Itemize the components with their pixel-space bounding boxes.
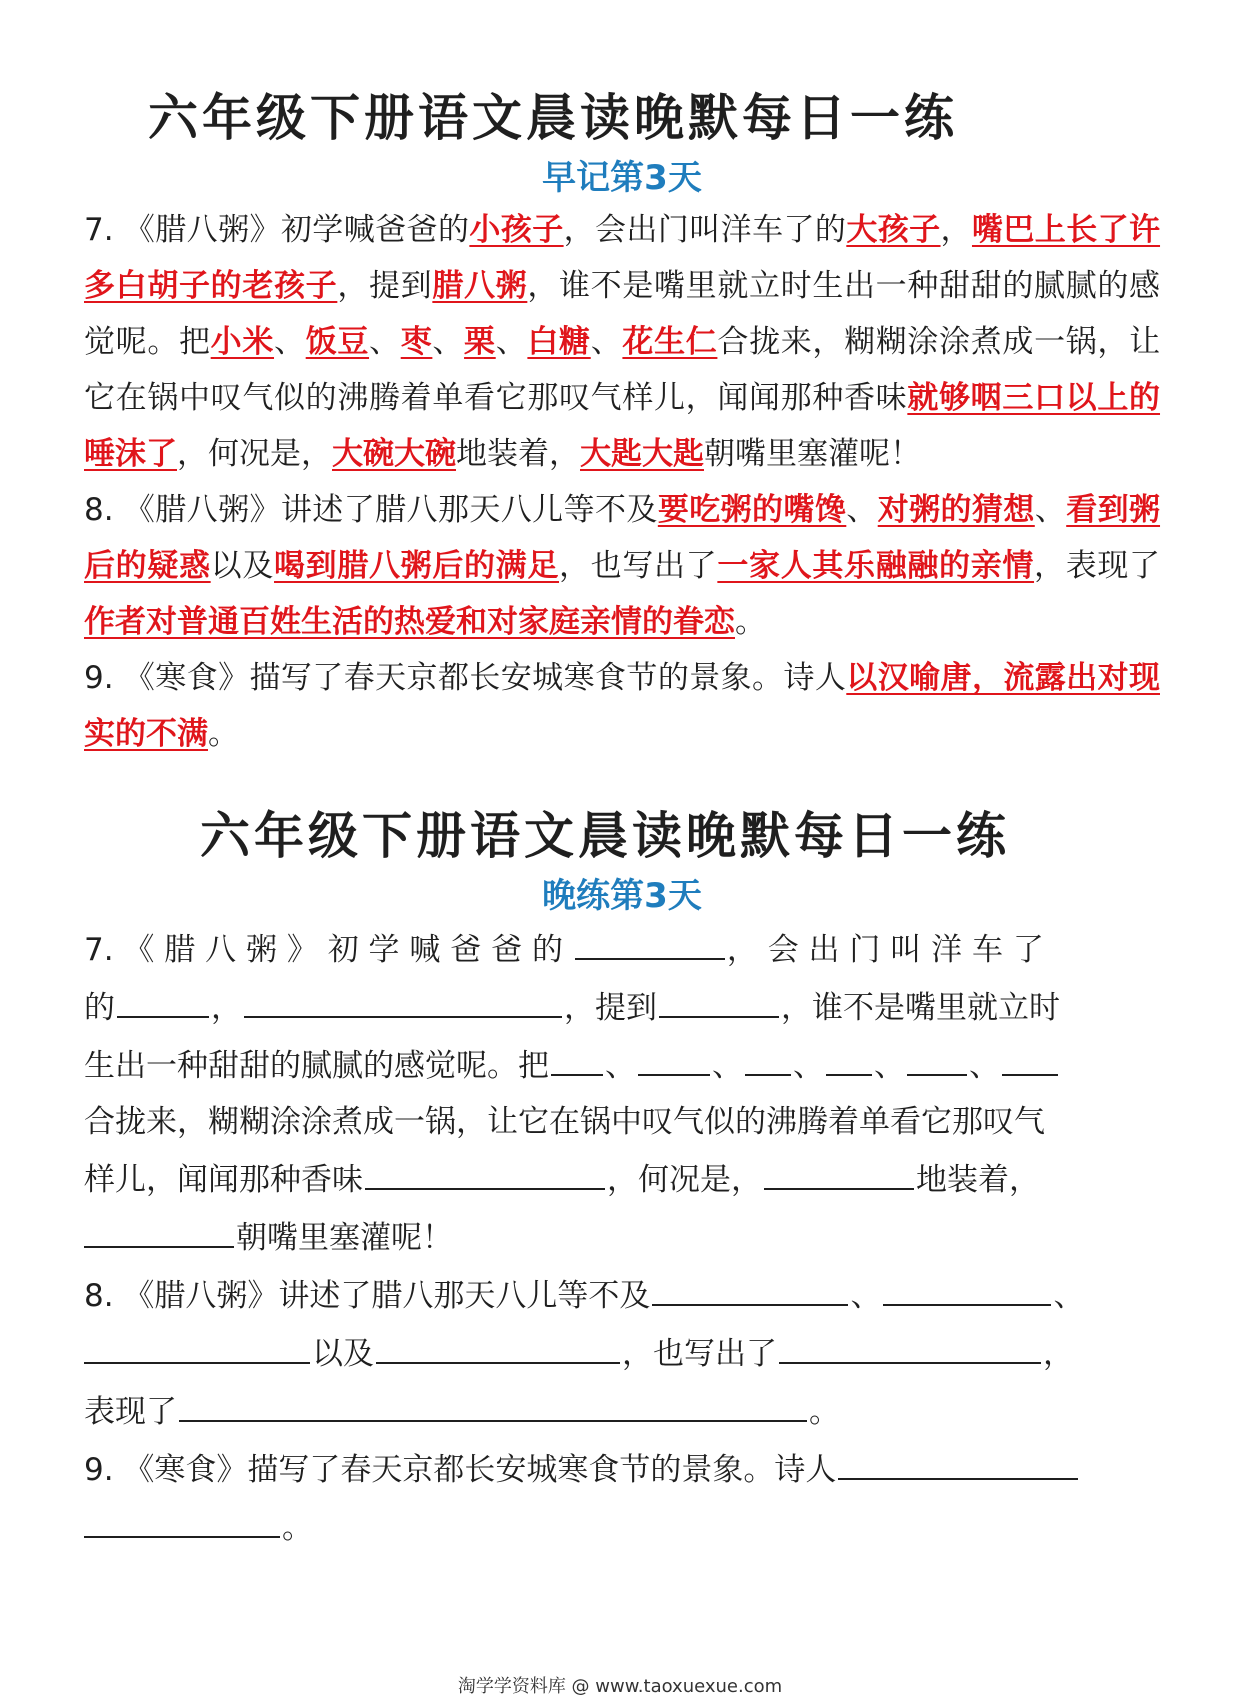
- answer: 喝到腊八粥后的满足: [274, 548, 560, 584]
- q7-line-5: 样儿，闻闻那种香味 ，何况是， 地装着，: [84, 1150, 1160, 1208]
- answer: 以汉喻唐，流露出对现实的不满: [84, 660, 1160, 752]
- answer: 要吃粥的嘴馋: [657, 492, 847, 528]
- answer: 小米: [210, 324, 275, 360]
- morning-answers: [84, 202, 1160, 762]
- answer: 枣: [400, 324, 433, 360]
- answer-blank[interactable]: [84, 1324, 310, 1364]
- answer: 大孩子: [846, 212, 941, 248]
- answer-blank[interactable]: [117, 978, 209, 1018]
- answer-blank[interactable]: [764, 1150, 914, 1190]
- answer-blank[interactable]: [244, 978, 562, 1018]
- answer-blank[interactable]: [575, 920, 725, 960]
- answer: 栗: [464, 324, 496, 360]
- answer: 小孩子: [469, 212, 564, 248]
- answer-blank[interactable]: [84, 1208, 234, 1248]
- evening-exercises: [84, 920, 1160, 1556]
- answer-blank[interactable]: [179, 1382, 807, 1422]
- answer-blank[interactable]: [883, 1266, 1051, 1306]
- answer: 大匙大匙: [580, 436, 704, 472]
- q7-line-4: 合拢来，糊糊涂涂煮成一锅，让它在锅中叹气似的沸腾着单看它那叹气: [84, 1104, 1045, 1140]
- q7-line-3: 生出一种甜甜的腻腻的感觉呢。把 、 、 、 、 、: [84, 1036, 1160, 1094]
- answer: 对粥的猜想: [877, 492, 1035, 528]
- q8-line-2: 以及 ，也写出了 ，: [84, 1324, 1160, 1382]
- answer-blank[interactable]: [826, 1036, 872, 1076]
- morning-main-title: 六年级下册语文晨读晚默每日一练: [148, 88, 958, 147]
- answer-blank[interactable]: [652, 1266, 848, 1306]
- q8-line-1: 8. 《腊八粥》讲述了腊八那天八儿等不及 、 、: [84, 1266, 1160, 1324]
- morning-question-9: 9. 《寒食》描写了春天京都长安城寒食节的景象。诗人以汉喻唐，流露出对现实的不满。: [84, 660, 1160, 752]
- q7-line-1: 7. 《 腊 八 粥 》 初 学 喊 爸 爸 的 ， 会 出 门 叫 洋 车 了: [84, 920, 1160, 978]
- q7-line-6: 朝嘴里塞灌呢！: [84, 1208, 1160, 1266]
- footer-watermark: 淘学学资料库 @ www.taoxuexue.com: [457, 1676, 783, 1697]
- answer-blank[interactable]: [551, 1036, 603, 1076]
- answer-blank[interactable]: [84, 1498, 280, 1538]
- q9-line-1: 9. 《寒食》描写了春天京都长安城寒食节的景象。诗人: [84, 1440, 1160, 1498]
- evening-main-title: 六年级下册语文晨读晚默每日一练: [200, 806, 1010, 865]
- answer: 花生仁: [622, 324, 718, 360]
- answer-blank[interactable]: [638, 1036, 710, 1076]
- answer: 就够咽三口以上的唾沫了: [84, 380, 1161, 472]
- evening-question-9: [84, 1440, 1160, 1556]
- morning-subtitle: 早记第3天: [542, 158, 702, 198]
- morning-question-8: 8. 《腊八粥》讲述了腊八那天八儿等不及要吃粥的嘴馋、对粥的猜想、看到粥后的疑惑以及喝到腊八粥后的满足，也写出了一家人其乐融融的亲情，表现了作者对普通百姓生活的热爱和对家庭亲情的眷恋。: [84, 492, 1161, 640]
- evening-question-8: [84, 1266, 1160, 1440]
- answer-blank[interactable]: [1002, 1036, 1058, 1076]
- evening-question-7: [84, 920, 1160, 1266]
- q7-line-2: 的 ， ，提到 ，谁不是嘴里就立时: [84, 978, 1160, 1036]
- answer: 腊八粥: [432, 268, 528, 304]
- answer-blank[interactable]: [838, 1440, 1078, 1480]
- answer-blank[interactable]: [365, 1150, 605, 1190]
- answer: 饭豆: [305, 324, 370, 360]
- q8-line-3: 表现了 。: [84, 1382, 1160, 1440]
- answer-blank[interactable]: [659, 978, 779, 1018]
- answer-blank[interactable]: [779, 1324, 1041, 1364]
- answer: 作者对普通百姓生活的热爱和对家庭亲情的眷恋: [84, 604, 735, 640]
- answer-blank[interactable]: [376, 1324, 620, 1364]
- morning-question-7: 7. 《腊八粥》初学喊爸爸的小孩子，会出门叫洋车了的大孩子，嘴巴上长了许多白胡子的老孩子，提到腊八粥，谁不是嘴里就立时生出一种甜甜的腻腻的感觉呢。把小米、饭豆、枣、栗、白糖、花生仁合拢来，糊糊涂涂煮成一锅，让它在锅中叹气似的沸腾着单看它那叹气样儿，闻闻那种香味就够咽三口以上的唾沫了，何况是，大碗大碗地装着，大匙大匙朝嘴里塞灌呢！: [84, 212, 1161, 472]
- answer: 大碗大碗: [332, 436, 456, 472]
- answer-blank[interactable]: [745, 1036, 791, 1076]
- answer: 嘴巴上长了许多白胡子的老孩子: [84, 212, 1161, 304]
- answer: 一家人其乐融融的亲情: [717, 548, 1035, 584]
- q9-line-2: 。: [84, 1498, 1160, 1556]
- evening-subtitle: 晚练第3天: [542, 876, 702, 916]
- answer-blank[interactable]: [907, 1036, 967, 1076]
- answer: 看到粥后的疑惑: [84, 492, 1161, 584]
- answer: 白糖: [527, 324, 591, 360]
